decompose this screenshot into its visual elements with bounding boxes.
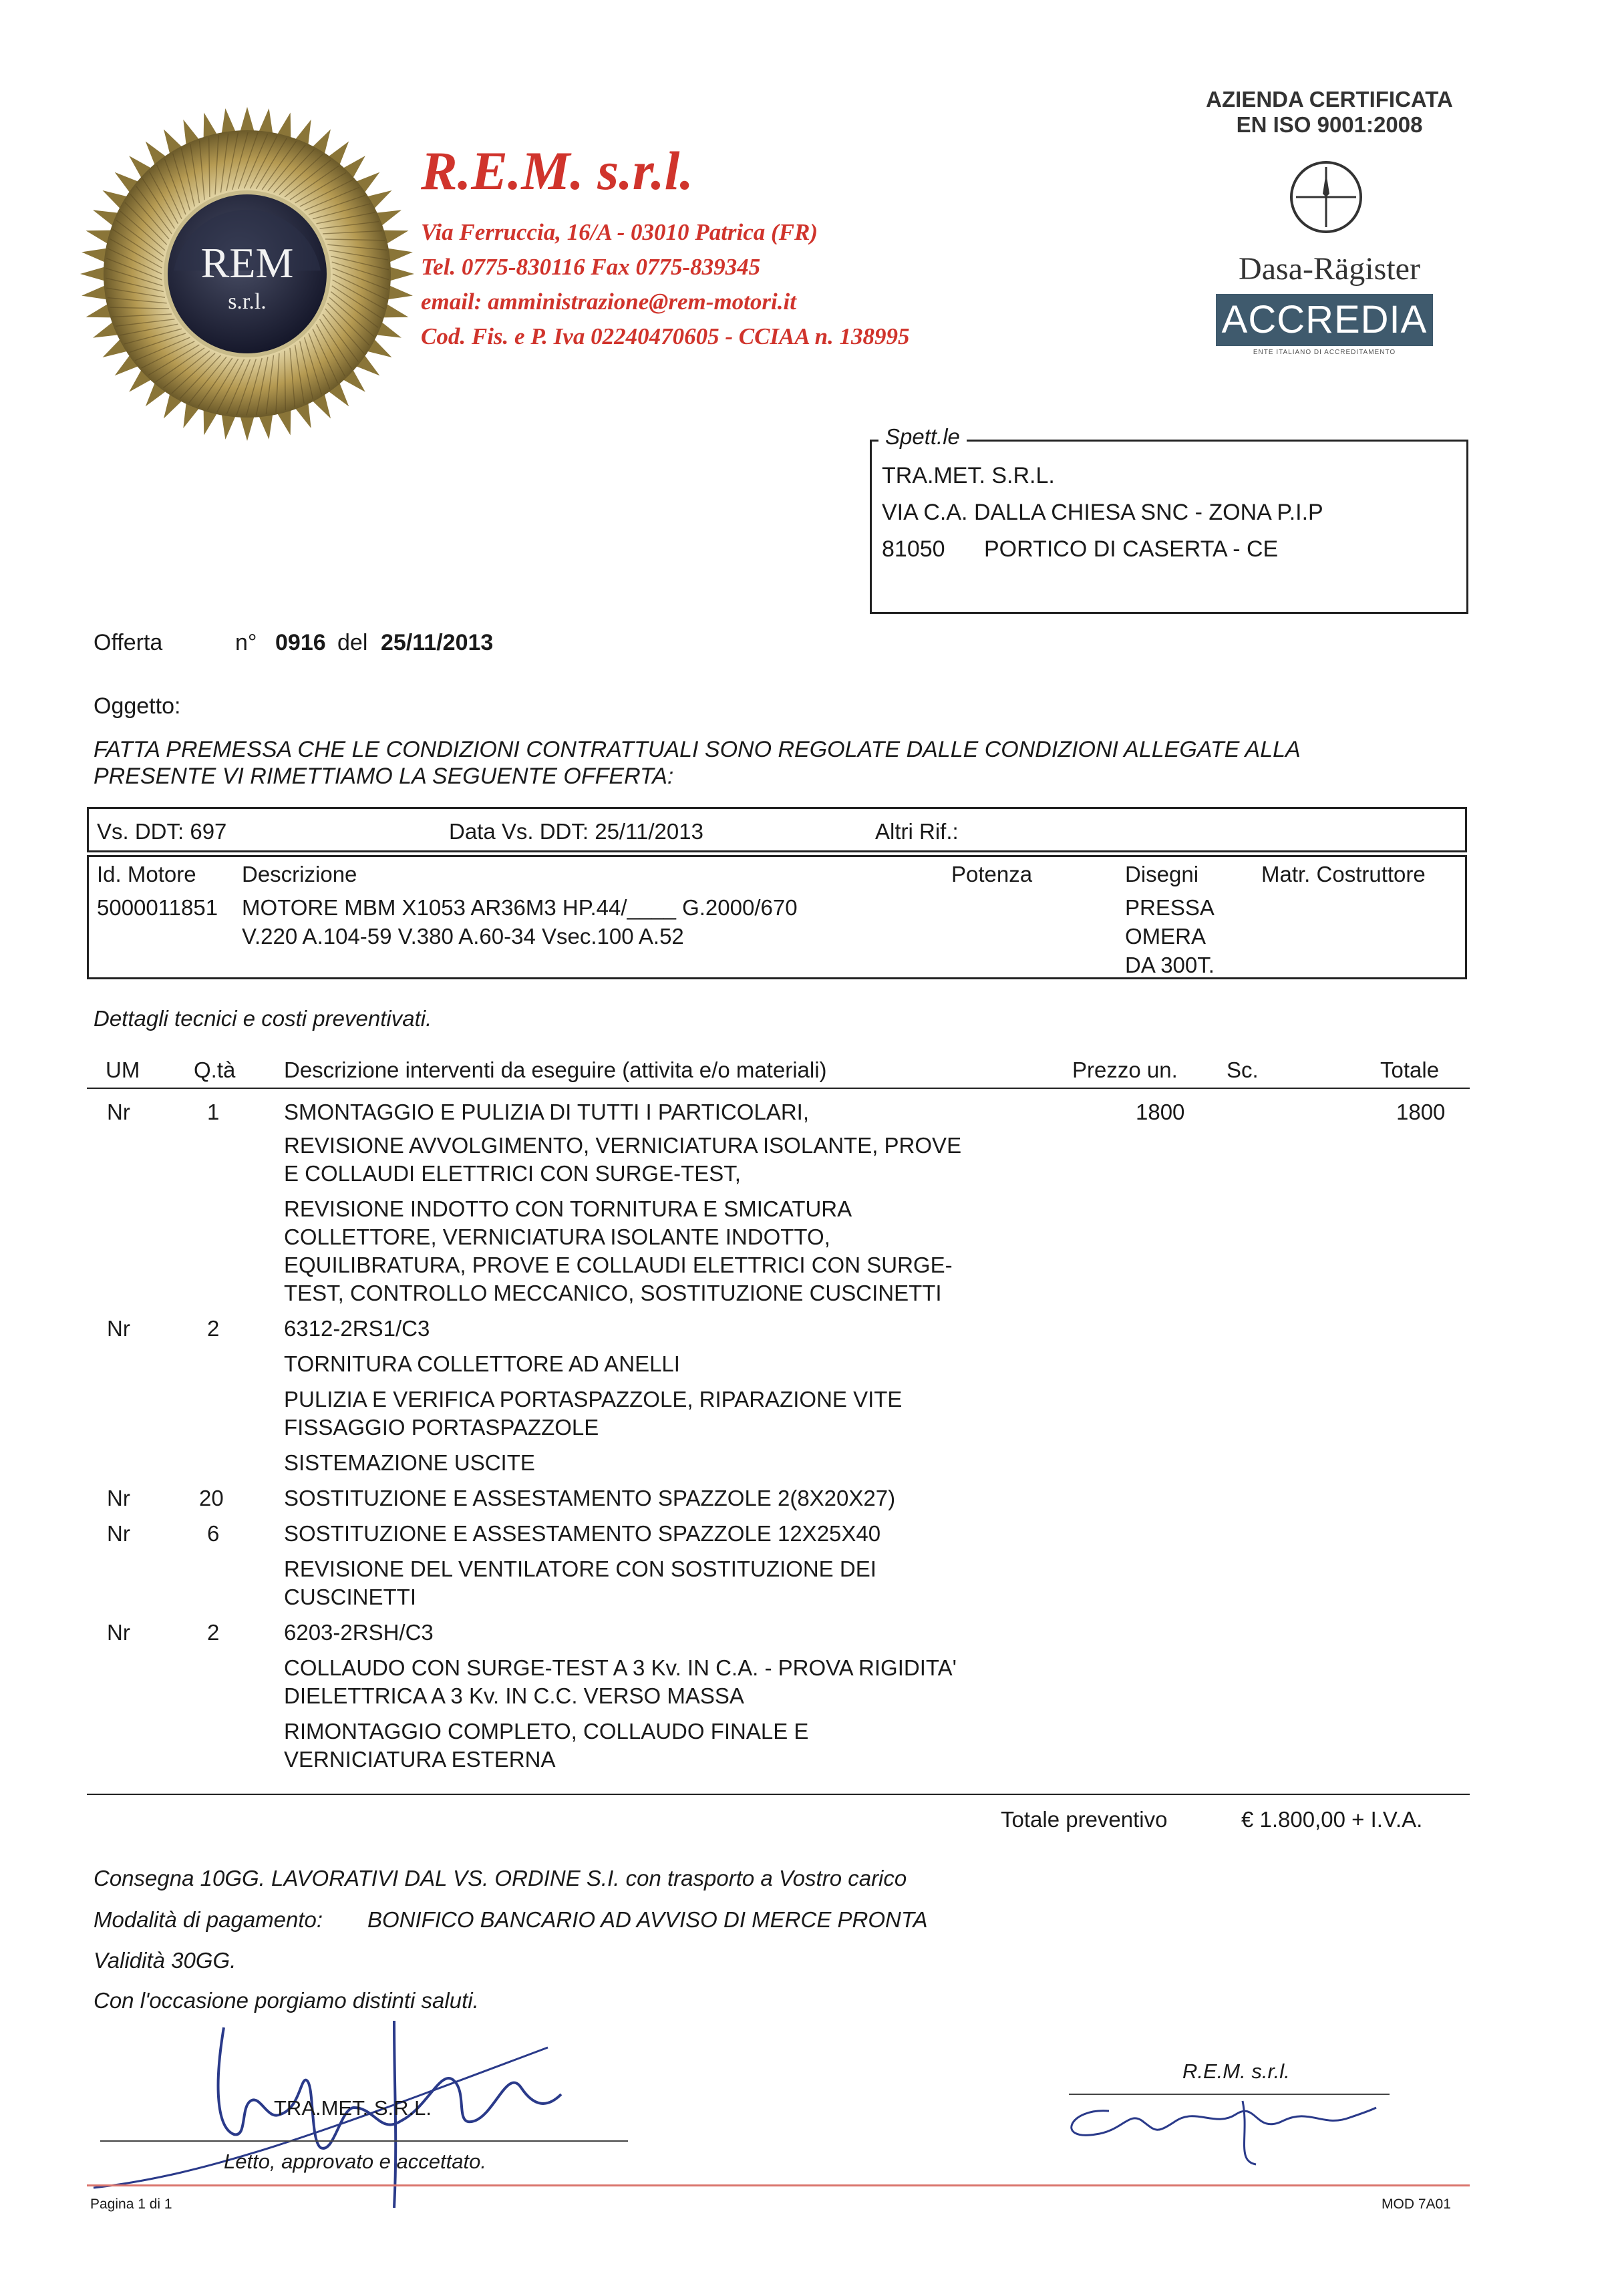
row-description: E COLLAUDI ELETTRICI CON SURGE-TEST,: [284, 1161, 741, 1186]
accredia-subtitle: ENTE ITALIANO DI ACCREDITAMENTO: [1253, 349, 1396, 356]
row-description: REVISIONE DEL VENTILATORE CON SOSTITUZIONE DEI: [284, 1556, 876, 1581]
motor-drawing-line: PRESSA: [1125, 895, 1215, 920]
company-email: email: amministrazione@rem-motori.it: [421, 289, 796, 315]
recipient-city: PORTICO DI CASERTA - CE: [984, 536, 1279, 562]
row-description: RIMONTAGGIO COMPLETO, COLLAUDO FINALE E: [284, 1719, 809, 1744]
motor-header-manufacturer-serial: Matr. Costruttore: [1261, 862, 1426, 886]
row-um: Nr: [107, 1620, 130, 1645]
column-header-um: UM: [106, 1057, 140, 1082]
row-description: SOSTITUZIONE E ASSESTAMENTO SPAZZOLE 2(8X20X27): [284, 1486, 896, 1510]
company-name: R.E.M. s.r.l.: [421, 140, 693, 201]
row-quantity: 2: [207, 1316, 220, 1341]
row-description: SOSTITUZIONE E ASSESTAMENTO SPAZZOLE 12X25X40: [284, 1521, 881, 1546]
accredia-logo: ACCREDIA: [1216, 294, 1433, 346]
row-um: Nr: [107, 1521, 130, 1546]
row-description: 6203-2RSH/C3: [284, 1620, 434, 1645]
row-description: REVISIONE AVVOLGIMENTO, VERNICIATURA ISOLANTE, PROVE: [284, 1133, 962, 1158]
company-tax-id: Cod. Fis. e P. Iva 02240470605 - CCIAA n. 138995: [421, 323, 910, 349]
delivery-terms: Consegna 10GG. LAVORATIVI DAL VS. ORDINE S.I. con trasporto a Vostro carico: [94, 1866, 907, 1891]
column-header-discount: Sc.: [1227, 1057, 1259, 1082]
subject-line-2: PRESENTE VI RIMETTIAMO LA SEGUENTE OFFERTA:: [94, 764, 674, 789]
row-description: COLLAUDO CON SURGE-TEST A 3 Kv. IN C.A. - PROVA RIGIDITA': [284, 1655, 957, 1680]
table-bottom-divider: [87, 1794, 1470, 1795]
row-description: DIELETTRICA A 3 Kv. IN C.C. VERSO MASSA: [284, 1683, 744, 1708]
payment-terms: BONIFICO BANCARIO AD AVVISO DI MERCE PRONTA: [367, 1907, 928, 1932]
offer-date-prefix: del: [337, 630, 368, 655]
logo-subtext: s.r.l.: [228, 289, 267, 314]
details-title: Dettagli tecnici e costi preventivati.: [94, 1006, 432, 1031]
row-quantity: 2: [207, 1620, 220, 1645]
row-description: COLLETTORE, VERNICIATURA ISOLANTE INDOTTO,: [284, 1224, 830, 1249]
motor-description-line-2: V.220 A.104-59 V.380 A.60-34 Vsec.100 A.52: [242, 924, 684, 949]
offer-number-prefix: n°: [235, 630, 257, 655]
row-description: CUSCINETTI: [284, 1585, 416, 1609]
company-phone: Tel. 0775-830116 Fax 0775-839345: [421, 254, 761, 280]
row-um: Nr: [107, 1486, 130, 1510]
certification-body: Dasa-Rägister: [1239, 251, 1420, 287]
motor-header-description: Descrizione: [242, 862, 357, 886]
table-header-divider: [87, 1088, 1470, 1089]
customer-company: TRA.MET. S.R.L.: [274, 2096, 432, 2120]
recipient-name: TRA.MET. S.R.L.: [882, 463, 1055, 488]
supplier-company: R.E.M. s.r.l.: [1182, 2060, 1290, 2083]
row-um: Nr: [107, 1100, 130, 1124]
column-header-quantity: Q.tà: [194, 1057, 236, 1082]
row-description: TORNITURA COLLETTORE AD ANELLI: [284, 1351, 680, 1376]
motor-description-line-1: MOTORE MBM X1053 AR36M3 HP.44/____ G.2000/670: [242, 895, 798, 920]
ddt-box: [87, 807, 1467, 852]
offer-label: Offerta: [94, 630, 163, 655]
motor-header-drawings: Disegni: [1125, 862, 1199, 886]
motor-header-power: Potenza: [951, 862, 1033, 886]
row-quantity: 20: [199, 1486, 224, 1510]
customer-approval-caption: Letto, approvato e accettato.: [224, 2150, 486, 2173]
supplier-signature: [1056, 2081, 1403, 2168]
motor-drawing-line: DA 300T.: [1125, 953, 1215, 977]
recipient-street: VIA C.A. DALLA CHIESA SNC - ZONA P.I.P: [882, 500, 1323, 525]
altri-rif: Altri Rif.:: [875, 819, 959, 844]
certification-line-2: EN ISO 9001:2008: [1236, 112, 1423, 137]
motor-header-id: Id. Motore: [97, 862, 196, 886]
row-um: Nr: [107, 1316, 130, 1341]
company-address: Via Ferruccia, 16/A - 03010 Patrica (FR): [421, 219, 818, 245]
row-description: SISTEMAZIONE USCITE: [284, 1450, 535, 1475]
validity: Validità 30GG.: [94, 1948, 236, 1973]
payment-label: Modalità di pagamento:: [94, 1907, 323, 1932]
total-label: Totale preventivo: [1001, 1807, 1168, 1832]
data-vs-ddt: Data Vs. DDT: 25/11/2013: [449, 819, 703, 844]
vs-ddt: Vs. DDT: 697: [97, 819, 227, 844]
row-quantity: 1: [207, 1100, 220, 1124]
motor-id: 5000011851: [97, 895, 218, 920]
row-description: REVISIONE INDOTTO CON TORNITURA E SMICATURA: [284, 1196, 852, 1221]
recipient-label: Spett.le: [878, 424, 967, 450]
subject-label: Oggetto:: [94, 693, 181, 719]
row-description: FISSAGGIO PORTASPAZZOLE: [284, 1415, 599, 1440]
page-number: Pagina 1 di 1: [90, 2196, 172, 2212]
row-unit-price: 1800: [1136, 1100, 1185, 1124]
column-header-unit-price: Prezzo un.: [1072, 1057, 1178, 1082]
offer-number: 0916: [275, 630, 326, 655]
row-description: VERNICIATURA ESTERNA: [284, 1747, 556, 1772]
motor-drawing-line: OMERA: [1125, 924, 1206, 949]
row-total: 1800: [1396, 1100, 1446, 1124]
row-description: SMONTAGGIO E PULIZIA DI TUTTI I PARTICOLARI,: [284, 1100, 810, 1124]
column-header-total: Totale: [1380, 1057, 1440, 1082]
offer-date: 25/11/2013: [381, 630, 494, 655]
row-description: EQUILIBRATURA, PROVE E COLLAUDI ELETTRICI CON SURGE-: [284, 1253, 953, 1277]
row-description: 6312-2RS1/C3: [284, 1316, 430, 1341]
certification-compass-icon: [1276, 154, 1376, 240]
company-logo: [73, 100, 421, 448]
form-code: MOD 7A01: [1382, 2196, 1451, 2212]
closing-greeting: Con l'occasione porgiamo distinti saluti.: [94, 1988, 479, 2013]
subject-line-1: FATTA PREMESSA CHE LE CONDIZIONI CONTRATTUALI SONO REGOLATE DALLE CONDIZIONI ALLEGATE ALLA: [94, 737, 1301, 762]
recipient-postcode: 81050: [882, 536, 945, 562]
footer-line: [87, 2184, 1470, 2186]
column-header-description: Descrizione interventi da eseguire (attivita e/o materiali): [284, 1057, 827, 1082]
certification-line-1: AZIENDA CERTIFICATA: [1206, 87, 1453, 112]
certification-title: [1182, 87, 1476, 138]
row-quantity: 6: [207, 1521, 220, 1546]
row-description: TEST, CONTROLLO MECCANICO, SOSTITUZIONE CUSCINETTI: [284, 1281, 942, 1305]
total-value: € 1.800,00 + I.V.A.: [1241, 1807, 1423, 1832]
logo-text: REM: [200, 239, 294, 287]
row-description: PULIZIA E VERIFICA PORTASPAZZOLE, RIPARAZIONE VITE: [284, 1387, 903, 1412]
